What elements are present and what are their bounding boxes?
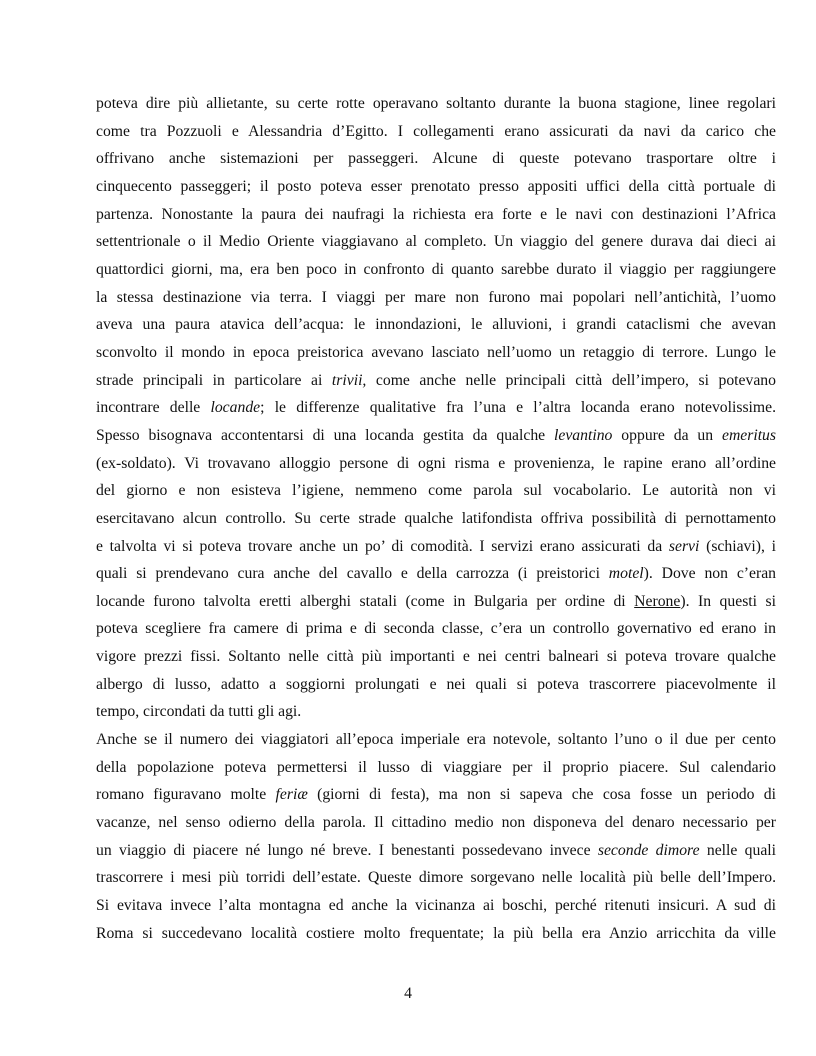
text-run: quali si prendevano cura anche del cavallo e della carrozza (i preistorici: [96, 565, 609, 583]
text-line: Roma si succedevano località costiere molto frequentate; la più bella era Anzio arricchita da ville: [96, 924, 776, 942]
italic-term-emeritus: emeritus: [721, 426, 777, 444]
text-run: oppure da un: [612, 426, 722, 444]
text-line: [96, 422, 776, 450]
text-line: del giorno e non esisteva l’igiene, nemmeno come parola sul vocabolario. Le autorità non vi: [96, 482, 776, 500]
text-line: esercitavano alcun controllo. Su certe strade qualche latifondista offriva possibilità di pernottamento: [96, 509, 776, 527]
italic-term-motel: motel: [608, 565, 644, 583]
text-line: (ex-soldato). Vi trovavano alloggio persone di ogni risma e provenienza, le rapine erano all’ordine: [96, 454, 776, 472]
text-line: [96, 367, 776, 395]
text-line: [96, 560, 776, 588]
text-line: poteva scegliere fra camere di prima e di seconda classe, c’era un controllo governativo ed erano in: [96, 620, 776, 638]
text-line: vigore prezzi fissi. Soltanto nelle città più importanti e nei centri balneari si poteva trovare qualche: [96, 648, 776, 666]
italic-term-levantino: levantino: [554, 426, 613, 444]
italic-term-servi: servi: [668, 537, 700, 555]
text-line: quattordici giorni, ma, era ben poco in confronto di quanto sarebbe durato il viaggio per raggiungere: [96, 260, 776, 278]
italic-term-seconde-dimore: seconde dimore: [597, 841, 700, 859]
text-run: ; le differenze qualitative fra l’una e l’altra locanda erano notevolissime.: [260, 399, 776, 417]
text-run: (giorni di festa), ma non si sapeva che cosa fosse un periodo di: [307, 786, 776, 804]
text-line: come tra Pozzuoli e Alessandria d’Egitto. I collegamenti erano assicurati da navi da carico che: [96, 122, 776, 140]
text-run: ). In questi si: [680, 592, 776, 610]
text-line: aveva una paura atavica dell’acqua: le innondazioni, le alluvioni, i grandi cataclismi che avevan: [96, 316, 776, 334]
text-line: la stessa destinazione via terra. I viaggi per mare non furono mai popolari nell’antichità, l’uomo: [96, 288, 776, 306]
text-run: Spesso bisognava accontentarsi di una locanda gestita da qualche: [96, 426, 555, 444]
text-line: Si evitava invece l’alta montagna ed anche la vicinanza ai boschi, perché ritenuti insicuri. A sud di: [96, 897, 776, 915]
text-line: cinquecento passeggeri; il posto poteva esser prenotato presso appositi uffici della città portuale di: [96, 177, 776, 195]
text-line: settentrionale o il Medio Oriente viaggiavano al completo. Un viaggio del genere durava dai dieci ai: [96, 233, 776, 251]
text-line: della popolazione poteva permettersi il lusso di viaggiare per il proprio piacere. Sul calendario: [96, 758, 776, 776]
text-line: [96, 588, 776, 616]
text-line: Anche se il numero dei viaggiatori all’epoca imperiale era notevole, soltanto l’uno o il due per cento: [96, 731, 776, 749]
text-run: incontrare delle: [96, 399, 211, 417]
italic-term-locande: locande: [210, 399, 261, 417]
text-line: poteva dire più allietante, su certe rotte operavano soltanto durante la buona stagione, linee regolari: [96, 95, 776, 112]
text-run: e talvolta vi si poteva trovare anche un po’ di comodità. I servizi erano assicurati da: [96, 537, 669, 555]
paragraph-1: [96, 90, 776, 726]
text-line: trascorrere i mesi più torridi dell’estate. Queste dimore sorgevano nelle località più belle dell’Impero.: [96, 869, 776, 887]
page-number: 4: [404, 985, 412, 1002]
text-line: [96, 394, 776, 422]
text-run: nelle quali: [699, 841, 777, 859]
text-run: locande furono talvolta eretti alberghi statali (come in Bulgaria per ordine di: [96, 592, 635, 610]
text-run: strade principali in particolare ai: [96, 371, 332, 389]
text-line: tempo, circondati da tutti gli agi.: [96, 703, 302, 721]
text-run: un viaggio di piacere né lungo né breve. I benestanti possedevano invece: [96, 841, 598, 859]
italic-term-feriae: feriæ: [275, 786, 308, 804]
italic-term-trivii: trivii,: [331, 371, 367, 389]
text-line: vacanze, nel senso odierno della parola. Il cittadino medio non disponeva del denaro necessario per: [96, 814, 776, 832]
text-line: [96, 837, 776, 865]
text-run: come anche nelle principali città dell’impero, si potevano: [366, 371, 776, 389]
text-line: albergo di lusso, adatto a soggiorni prolungati e nei quali si poteva trascorrere piacevolmente il: [96, 675, 776, 693]
document-body: [96, 90, 776, 947]
text-run: (schiavi), i: [699, 537, 776, 555]
text-line: sconvolto il mondo in epoca preistorica avevano lasciato nell’uomo un retaggio di terrore. Lungo le: [96, 343, 776, 361]
text-run: romano figuravano molte: [96, 786, 276, 804]
text-line: partenza. Nonostante la paura dei naufragi la richiesta era forte e le navi con destinazioni l’Africa: [96, 205, 776, 223]
text-line: offrivano anche sistemazioni per passeggeri. Alcune di queste potevano trasportare oltre i: [96, 150, 776, 168]
text-line: [96, 533, 776, 561]
nerone-link[interactable]: Nerone: [634, 592, 681, 610]
paragraph-2: [96, 726, 776, 947]
text-line: [96, 781, 776, 809]
text-run: ). Dove non c’eran: [643, 565, 776, 583]
